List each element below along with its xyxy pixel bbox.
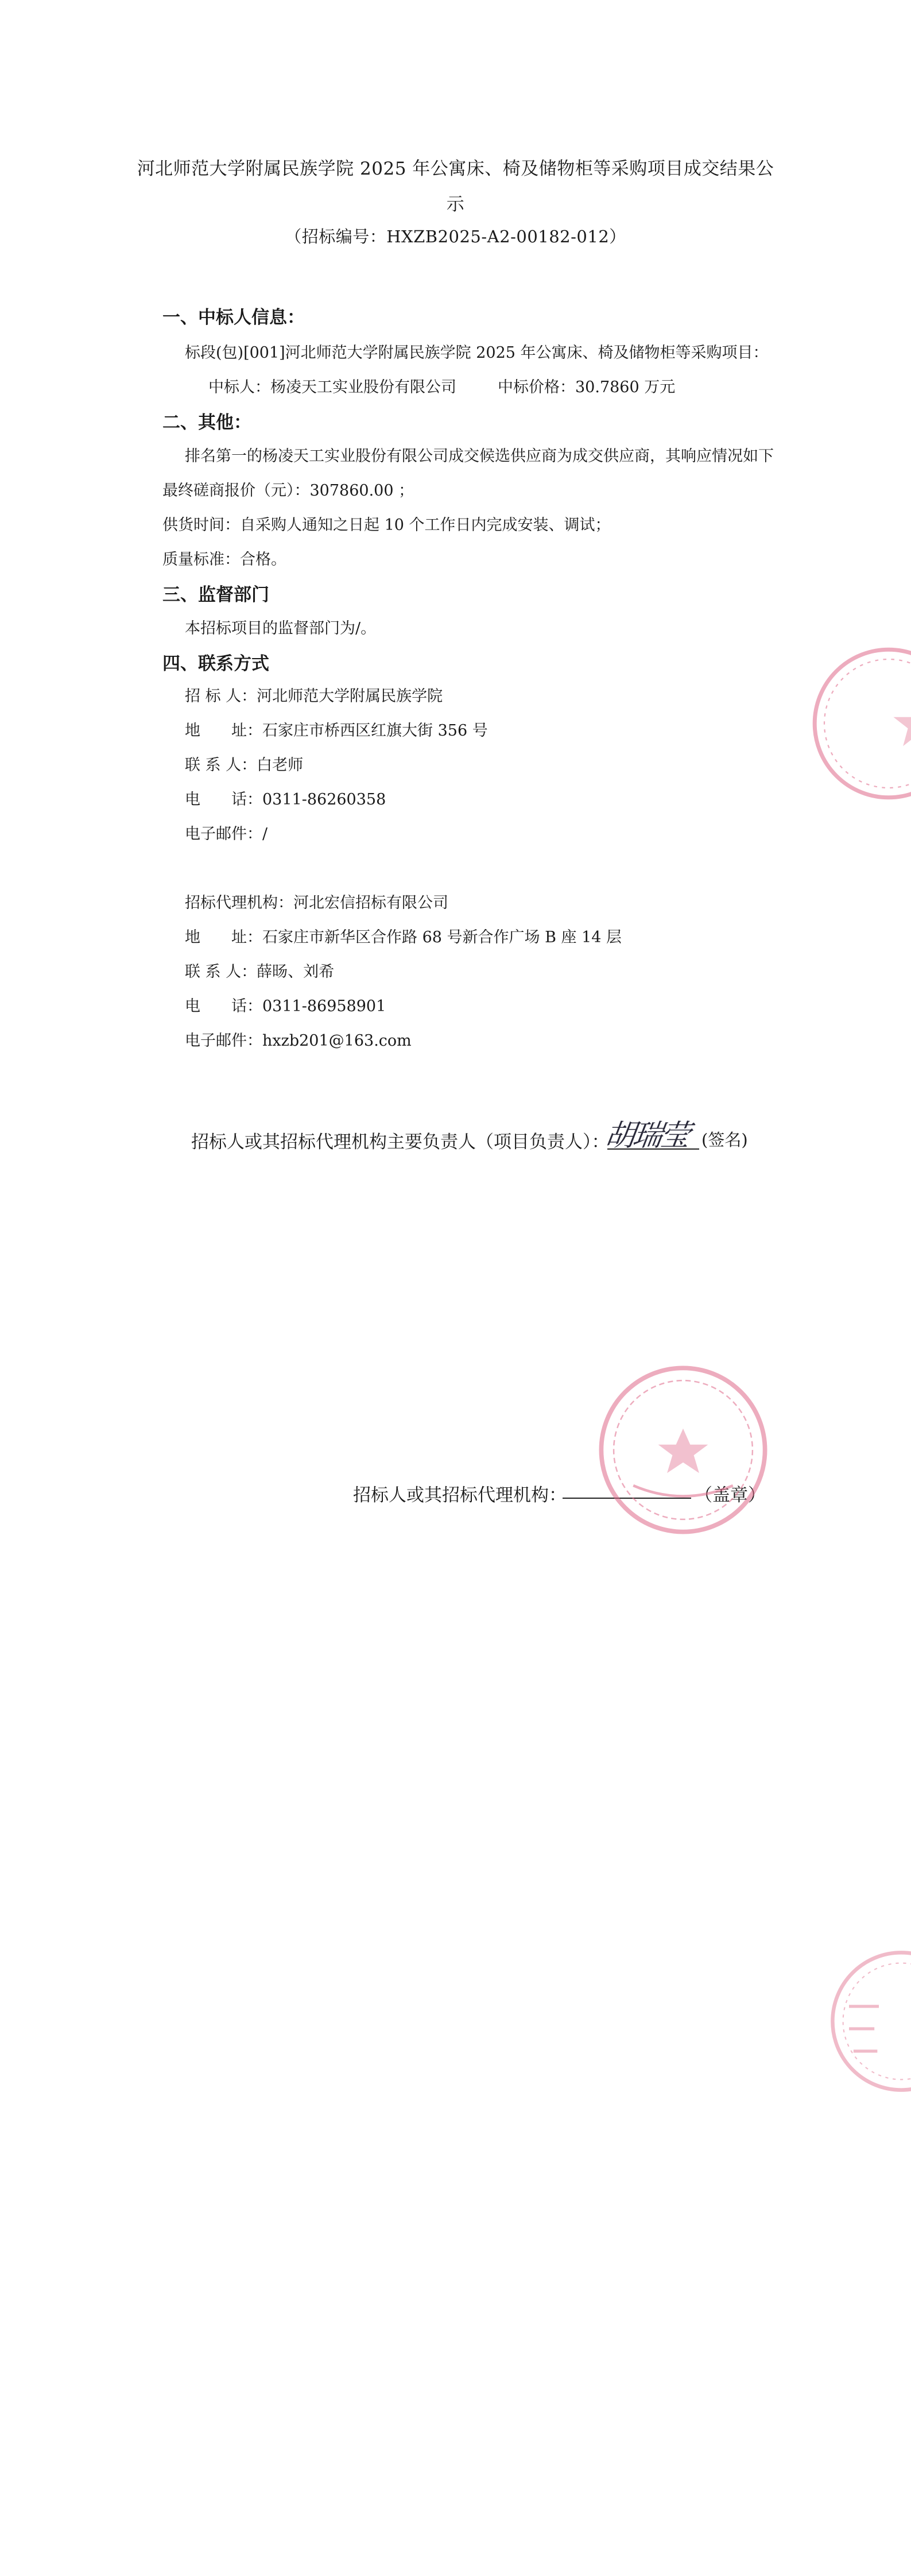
- section-2-heading: 二、其他：: [162, 412, 251, 433]
- stamp-line: [563, 1498, 691, 1499]
- other-paragraph-2: 最终磋商报价（元）：307860.00 ；: [162, 482, 414, 500]
- price-row: [498, 374, 675, 397]
- buyer-contact-row: [185, 752, 303, 775]
- winner-name: 杨凌天工实业股份有限公司: [270, 378, 456, 396]
- tender-code: （招标编号：HXZB2025-A2-00182-012）: [285, 227, 626, 246]
- other-paragraph-4: 质量标准：合格。: [162, 551, 286, 568]
- agency-email-row: [185, 1028, 412, 1050]
- buyer-contact: 白老师: [257, 756, 304, 774]
- buyer-email: /: [262, 825, 268, 843]
- agency-contact-label: 联 系 人：: [185, 963, 257, 981]
- agency-name-label: 招标代理机构：: [185, 894, 293, 912]
- seal-stamp-lower-edge: [827, 1935, 911, 2107]
- other-paragraph-1: 排名第一的杨凌天工实业股份有限公司成交候选供应商为成交供应商，其响应情况如下: [185, 447, 774, 465]
- agency-address-row: [185, 925, 622, 947]
- supervision-text: 本招标项目的监督部门为/。: [185, 620, 377, 637]
- handwritten-signature: 胡瑞莹: [603, 1119, 691, 1153]
- buyer-name-label: 招 标 人：: [185, 687, 257, 705]
- buyer-email-label: 电子邮件：: [185, 825, 262, 843]
- buyer-address: 石家庄市桥西区红旗大街 356 号: [262, 722, 488, 740]
- document-title-line1: 河北师范大学附属民族学院 2025 年公寓床、椅及储物柜等采购项目成交结果公: [137, 158, 774, 179]
- buyer-email-row: [185, 821, 268, 844]
- buyer-address-row: [185, 718, 488, 740]
- buyer-phone-label: 电 话：: [185, 791, 262, 809]
- organization-stamp-label: 招标人或其招标代理机构：: [353, 1485, 567, 1506]
- agency-phone: 0311-86958901: [262, 997, 386, 1015]
- price-label: 中标价格：: [498, 378, 575, 396]
- agency-phone-row: [185, 993, 386, 1016]
- signature-underline: [607, 1148, 699, 1150]
- buyer-phone: 0311-86260358: [262, 791, 386, 809]
- price-value: 30.7860 万元: [575, 378, 676, 396]
- seal-stamp-right-edge: [808, 643, 911, 804]
- stamp-suffix: （盖章）: [695, 1485, 766, 1506]
- agency-address: 石家庄市新华区合作路 68 号新合作广场 B 座 14 层: [262, 929, 622, 946]
- signature-suffix: (签名): [701, 1130, 748, 1150]
- buyer-address-label: 地 址：: [185, 722, 262, 740]
- agency-contact: 薛旸、刘希: [257, 963, 335, 981]
- section-1-heading: 一、中标人信息：: [162, 307, 305, 328]
- section-4-heading: 四、联系方式: [162, 653, 269, 674]
- section-3-heading: 三、监督部门: [162, 585, 269, 605]
- buyer-phone-row: [185, 787, 386, 809]
- buyer-contact-label: 联 系 人：: [185, 756, 257, 774]
- other-paragraph-3: 供货时间：自采购人通知之日起 10 个工作日内完成安装、调试；: [162, 516, 611, 534]
- responsible-person-label: 招标人或其招标代理机构主要负责人（项目负责人）：: [191, 1132, 610, 1152]
- agency-email: hxzb201@163.com: [262, 1032, 412, 1050]
- agency-email-label: 电子邮件：: [185, 1032, 262, 1050]
- agency-name-row: [185, 890, 448, 912]
- agency-phone-label: 电 话：: [185, 997, 262, 1015]
- agency-address-label: 地 址：: [185, 929, 262, 946]
- agency-contact-row: [185, 959, 334, 981]
- winner-row: [208, 374, 456, 397]
- document-title-line2: 示: [446, 194, 465, 215]
- seal-stamp-agency: [594, 1361, 772, 1539]
- buyer-name-row: [185, 683, 443, 706]
- winner-label: 中标人：: [208, 378, 270, 396]
- buyer-name: 河北师范大学附属民族学院: [257, 687, 443, 705]
- agency-name: 河北宏信招标有限公司: [293, 894, 448, 912]
- lot-description: 标段(包)[001]河北师范大学附属民族学院 2025 年公寓床、椅及储物柜等采购项目：: [185, 344, 769, 362]
